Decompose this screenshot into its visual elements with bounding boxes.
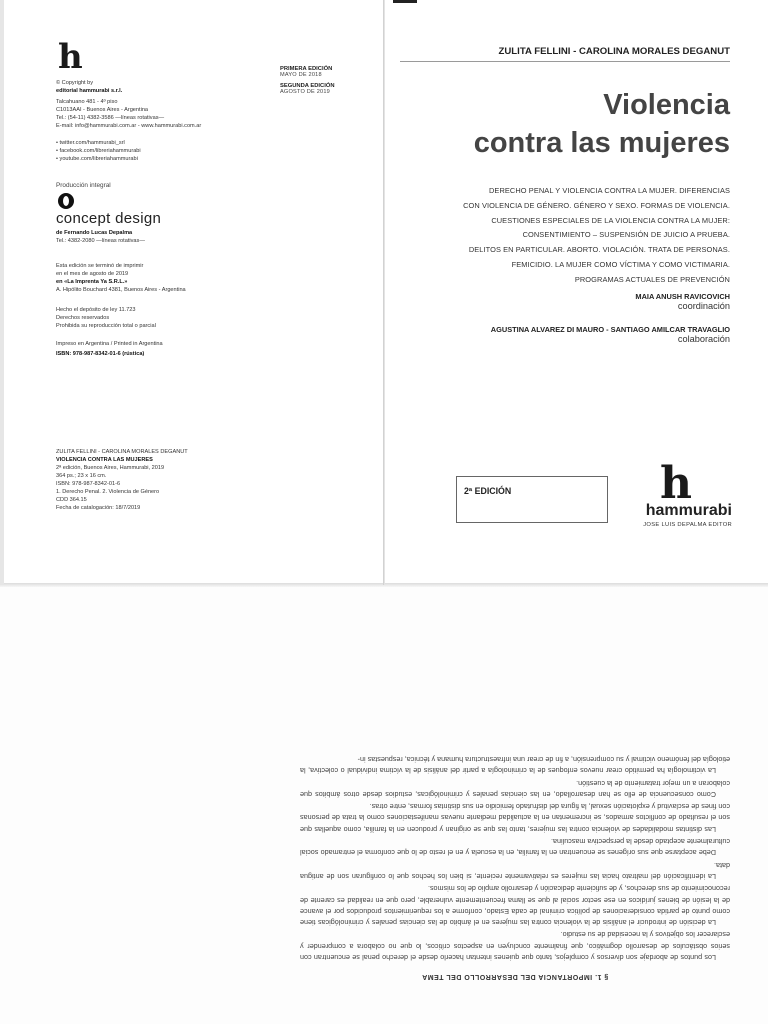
social-facebook: facebook.com/libreriahammurabi — [59, 148, 141, 154]
printer-address: A. Hipólito Bouchard 4381, Buenos Aires - Argentina — [56, 287, 186, 293]
book-spine — [383, 0, 385, 585]
social-item: • twitter.com/hammurabi_srl — [56, 140, 125, 146]
topic-line: PROGRAMAS ACTUALES DE PREVENCIÓN — [574, 274, 730, 284]
production-label: Producción integral — [56, 182, 111, 189]
legal-block — [56, 306, 276, 330]
isbn-block — [56, 340, 276, 358]
body-paragraph: La decisión de introducir el análisis de la violencia contra las mujeres en el ámbito de las ciencias penales y criminológicas tiene como punto de partida consideraciones de política criminal de cada Estado, conforme a los requerimientos producidos por el avance de la lesión de bienes jurídicos en ese sector social al que se llama frecuentemente vulnerable, pero que en realidad es carente de reconocimiento de sus derechos, y de suficiente dedicación y desarrollo amplio de los mismos. — [300, 884, 730, 928]
edition-date: MAYO DE 2018 — [280, 72, 322, 78]
catalog-authors: ZULITA FELLINI - CAROLINA MORALES DEGANUT — [56, 449, 188, 455]
contributors — [400, 292, 730, 358]
publisher-name-small: editorial hammurabi s.r.l. — [56, 88, 123, 94]
coordinator-name: MAIA ANUSH RAVICOVICH — [635, 292, 730, 301]
concept-design-logo-icon — [58, 193, 74, 209]
edition-title: PRIMERA EDICIÓN — [280, 66, 333, 72]
edition-box — [456, 476, 608, 523]
copyright-block — [56, 79, 276, 130]
designer-name: de Fernando Lucas Depalma — [56, 230, 133, 236]
catalog-subjects: 1. Derecho Penal. 2. Violencia de Género — [56, 489, 160, 495]
isbn-number: ISBN: 978-987-8342-01-6 (rústica) — [56, 351, 145, 357]
scan-mark — [393, 0, 417, 3]
designer-tel: Tel.: 4382-2080 —líneas rotativas— — [56, 238, 145, 244]
body-paragraph: Las distintas modalidades de violencia contra las mujeres, tanto las que se originan y producen en la familia, como aquellas que son el resultado de conflictos armados, se incrementan en la actualidad mediante nuevas manifestaciones como la trata de personas con fines de esclavitud y explotación sexual, la figura del disfrutado femicidio en sus distintas formas, entre otras. — [300, 802, 730, 834]
scan-edge — [0, 0, 4, 585]
book-title — [400, 86, 730, 162]
catalog-record — [56, 448, 276, 512]
body-paragraph: Como consecuencia de ello se han desarrollado, en las ciencias penales y criminológicas, estudios desde otros ámbitos que colaboran a un mejor tratamiento de la cuestión. — [300, 778, 730, 799]
publisher-editor: JOSE LUIS DEPALMA EDITOR — [643, 522, 732, 528]
catalog-date: Fecha de catalogación: 18/7/2019 — [56, 505, 141, 511]
book-topics — [400, 184, 730, 288]
catalog-isbn: ISBN: 978-987-8342-01-6 — [56, 481, 121, 487]
collaborators-name: AGUSTINA ALVAREZ DI MAURO - SANTIAGO AMILCAR TRAVAGLIO — [490, 325, 730, 334]
topic-line: DELITOS EN PARTICULAR. ABORTO. VIOLACIÓN. TRATA DE PERSONAS. — [468, 245, 730, 255]
topic-line: CONSENTIMIENTO – SUSPENSIÓN DE JUICIO A PRUEBA. — [522, 230, 730, 240]
collaborators-role: colaboración — [677, 334, 730, 344]
legal-line: Hecho el depósito de ley 11.723 — [56, 307, 136, 313]
body-paragraph: Debe aceptarse que sus orígenes se encuentran en la familia, en la escuela y en el resto de lo que conforma el entramado social culturalmente aceptado desde la perspectiva masculina. — [300, 837, 730, 858]
catalog-pages: 364 ps.; 23 x 16 cm. — [56, 473, 107, 479]
printer-name: en «La Imprenta Ya S.R.L.» — [56, 279, 128, 285]
section-heading: § 1. IMPORTANCIA DEL DESARROLLO DEL TEMA — [421, 973, 609, 980]
hammurabi-logo-small: h — [58, 37, 83, 77]
publisher-email: E-mail: info@hammurabi.com.ar - www.hammurabi.com.ar — [56, 123, 202, 129]
edition-label: 2ª EDICIÓN — [464, 486, 512, 496]
body-paragraph: La identificación del maltrato hacia las mujeres es relativamente reciente, si bien los hechos que lo configuran son de antigua data. — [300, 860, 730, 881]
concept-design-wordmark: concept design — [56, 210, 162, 227]
social-item: • youtube.com/libreriahammurabi — [56, 156, 138, 162]
edition-title: SEGUNDA EDICIÓN — [280, 83, 335, 89]
catalog-edition: 2ª edición, Buenos Aires, Hammurabi, 2019 — [56, 465, 165, 471]
title-line-1: Violencia — [603, 89, 730, 121]
publisher-wordmark: hammurabi — [645, 502, 732, 519]
social-links — [56, 139, 256, 163]
legal-line: Prohibida su reproducción total o parcial — [56, 323, 156, 329]
title-line-2: contra las mujeres — [473, 127, 730, 159]
social-youtube: youtube.com/libreriahammurabi — [59, 156, 138, 162]
coordinator-role: coordinación — [677, 301, 730, 311]
publisher-address: Talcahuano 481 - 4º piso — [56, 99, 118, 105]
publisher-tel: Tel.: (54-11) 4382-3586 —líneas rotativas— — [56, 115, 165, 121]
social-twitter: twitter.com/hammurabi_srl — [59, 140, 125, 146]
catalog-title: VIOLENCIA CONTRA LAS MUJERES — [56, 457, 153, 463]
authors-divider — [400, 61, 730, 62]
social-item: • facebook.com/libreriahammurabi — [56, 148, 141, 154]
body-paragraph: La victimología ha permitido crear nuevos enfoques de la criminología a partir del análisis de la víctima individual o colectiva, la etiología del fenómeno victimal y su comprensión, a fin de crear una infraestructura humana y técnica, respuestas in- — [300, 754, 730, 776]
copyright-line: © Copyright by — [56, 80, 94, 86]
catalog-cdd: CDD 364.15 — [56, 497, 87, 503]
topic-line: CON VIOLENCIA DE GÉNERO. GÉNERO Y SEXO. FORMAS DE VIOLENCIA. — [463, 200, 730, 210]
topic-line: DERECHO PENAL Y VIOLENCIA CONTRA LA MUJER. DIFERENCIAS — [489, 186, 730, 195]
printed-in: Impreso en Argentina / Printed in Argentina — [56, 341, 163, 347]
publisher-city: C1013AAI - Buenos Aires - Argentina — [56, 107, 149, 113]
upside-down-page — [300, 630, 730, 980]
topic-line: FEMICIDIO. LA MUJER COMO VÍCTIMA Y COMO VICTIMARIA. — [511, 259, 730, 269]
body-paragraph: Los puntos de abordaje son diversos y complejos, tanto que quienes intentan hacerlo desde el derecho penal se encuentran con serios obstáculos de desarrollo dogmático, que finalmente concluyen en aspectos críticos, lo que no colabora a comprender y esclarecer los objetivos y la necesidad de su estudio. — [300, 930, 730, 962]
hammurabi-logo-large: h — [660, 458, 692, 509]
printing-line: Esta edición se terminó de imprimir — [56, 263, 144, 269]
edition-date: AGOSTO DE 2019 — [280, 89, 330, 95]
topic-line: CUESTIONES ESPECIALES DE LA VIOLENCIA CONTRA LA MUJER: — [491, 215, 730, 225]
designer-block — [56, 229, 256, 245]
editions-list — [280, 66, 370, 100]
printing-block — [56, 262, 276, 294]
printing-line: en el mes de agosto de 2019 — [56, 271, 129, 277]
book-authors: ZULITA FELLINI - CAROLINA MORALES DEGANUT — [498, 46, 730, 57]
legal-line: Derechos reservados — [56, 315, 110, 321]
